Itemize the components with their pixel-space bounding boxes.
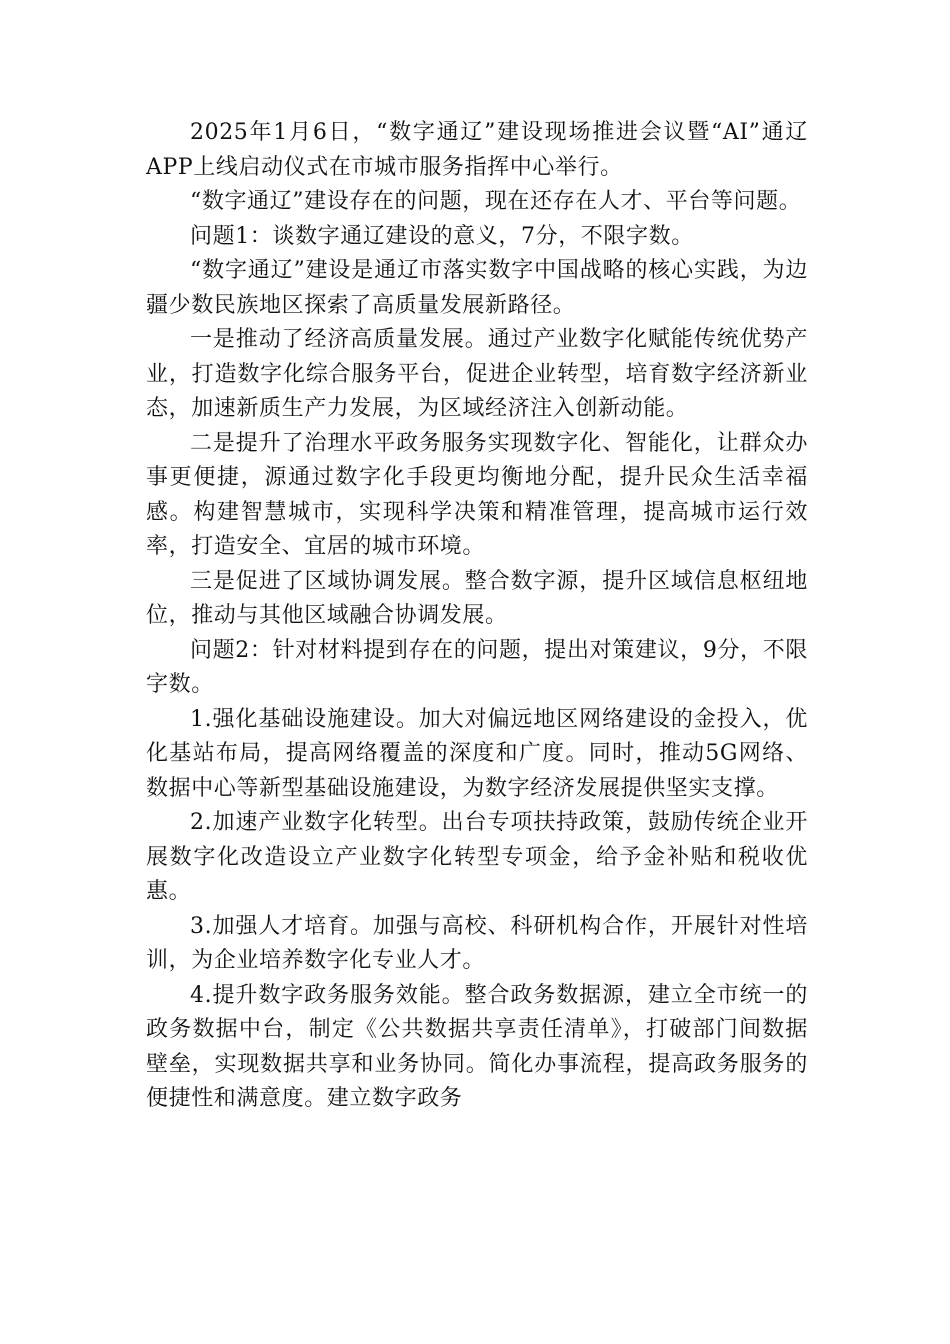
paragraph-answer-2-item-4: 4.提升数字政务服务效能。整合政务数据源，建立全市统一的政务数据中台，制定《公共数据共享责任清单》，打破部门间数据壁垒，实现数据共享和业务协同。简化办事流程，提高政务服务的便捷性和满意度。建立数字政务 bbox=[146, 982, 808, 1111]
paragraph-answer-1-point-1: 一是推动了经济高质量发展。通过产业数字化赋能传统优势产业，打造数字化综合服务平台，促进企业转型，培育数字经济新业态，加速新质生产力发展，为区域经济注入创新动能。 bbox=[146, 327, 808, 421]
paragraph-intro-event: 2025年1月6日，“数字通辽”建设现场推进会议暨“AI”通辽APP上线启动仪式在市城市服务指挥中心举行。 bbox=[146, 120, 808, 180]
document-body bbox=[146, 116, 808, 1117]
paragraph-answer-1-point-2: 二是提升了治理水平政务服务实现数字化、智能化，让群众办事更便捷，源通过数字化手段更均衡地分配，提升民众生活幸福感。构建智慧城市，实现科学决策和精准管理，提高城市运行效率，打造安全、宜居的城市环境。 bbox=[146, 430, 808, 559]
paragraph-answer-1-summary: “数字通辽”建设是通辽市落实数字中国战略的核心实践，为边疆少数民族地区探索了高质量发展新路径。 bbox=[146, 258, 808, 318]
paragraph-answer-1-point-3: 三是促进了区域协调发展。整合数字源，提升区域信息枢纽地位，推动与其他区域融合协调发展。 bbox=[146, 568, 808, 628]
paragraph-answer-2-item-1: 1.强化基础设施建设。加大对偏远地区网络建设的金投入，优化基站布局，提高网络覆盖的深度和广度。同时，推动5G网络、数据中心等新型基础设施建设，为数字经济发展提供坚实支撑。 bbox=[146, 706, 808, 801]
paragraph-question-1: 问题1：谈数字通辽建设的意义，7分，不限字数。 bbox=[190, 223, 694, 249]
paragraph-intro-problems: “数字通辽”建设存在的问题，现在还存在人才、平台等问题。 bbox=[190, 189, 802, 214]
paragraph-answer-2-item-3: 3.加强人才培育。加强与高校、科研机构合作，开展针对性培训，为企业培养数字化专业人才。 bbox=[146, 913, 808, 973]
paragraph-question-2: 问题2：针对材料提到存在的问题，提出对策建议，9分，不限字数。 bbox=[146, 637, 808, 697]
paragraph-answer-2-item-2: 2.加速产业数字化转型。出台专项扶持政策，鼓励传统企业开展数字化改造设立产业数字化转型专项金，给予金补贴和税收优惠。 bbox=[146, 810, 808, 904]
